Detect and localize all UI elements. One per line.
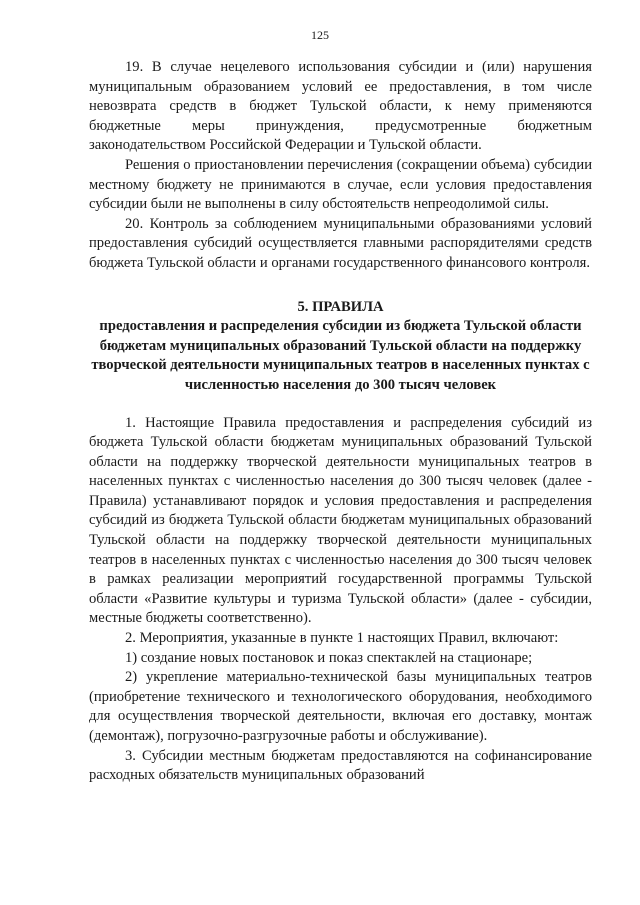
section-subtitle: предоставления и распределения субсидии из бюджета Тульской области бюджетам муниципальных образований Тульской области на поддержку творческой деятельности муниципальных театров в населенных пунктах с численностью населения до 300 тысяч человек	[91, 318, 590, 393]
paragraph-2-item-1: 1) создание новых постановок и показ спектаклей на стационаре;	[125, 649, 533, 666]
paragraph-20: 20. Контроль за соблюдением муниципальными образованиями условий предоставления субсидий осуществляется главными распорядителями средств бюджета Тульской области и органами государственного финансового контроля.	[89, 215, 592, 271]
paragraph-3: 3. Субсидии местным бюджетам предоставляются на софинансирование расходных обязательств муниципальных образований	[89, 747, 592, 784]
paragraph-suspension-decisions: Решения о приостановлении перечисления (сокращении объема) субсидии местному бюджету не принимаются в случае, если условия предоставления субсидии были не выполнены в силу обстоятельств непреодолимой силы.	[89, 156, 592, 213]
document-body	[89, 58, 592, 786]
page-number: 125	[311, 28, 329, 42]
section-heading	[89, 298, 592, 396]
paragraph-2: 2. Мероприятия, указанные в пункте 1 настоящих Правил, включают:	[125, 630, 559, 647]
section-title: 5. ПРАВИЛА	[297, 298, 384, 315]
paragraph-2-item-2: 2) укрепление материально-технической базы муниципальных театров (приобретение технического и технологического оборудования, необходимого для осуществления творческой деятельности, включая его доставку, монтаж (демонтаж), погрузочно-разгрузочные работы и обслуживание).	[89, 669, 592, 744]
paragraph-19: 19. В случае нецелевого использования субсидии и (или) нарушения муниципальным образованием условий ее предоставления, в том числе невозврата средств в бюджет Тульской области, к нему применяются бюджетные меры принуждения, предусмотренные бюджетным законодательством Российской Федерации и Тульской области.	[89, 59, 592, 154]
heading-spacer	[89, 396, 592, 414]
paragraph-1: 1. Настоящие Правила предоставления и распределения субсидий из бюджета Тульской области бюджетам муниципальных образований Тульской области на поддержку творческой деятельности муниципальных театров в населенных пунктах с численностью населения до 300 тысяч человек (далее - Правила) устанавливают порядок и условия предоставления и распределения субсидий из бюджета Тульской области бюджетам муниципальных образований Тульской области на поддержку творческой деятельности муниципальных театров в населенных пунктах с численностью населения до 300 тысяч человек в рамках реализации мероприятий государственной программы Тульской области «Развитие культуры и туризма Тульской области» (далее - субсидии, местные бюджеты соответственно).	[89, 414, 592, 627]
